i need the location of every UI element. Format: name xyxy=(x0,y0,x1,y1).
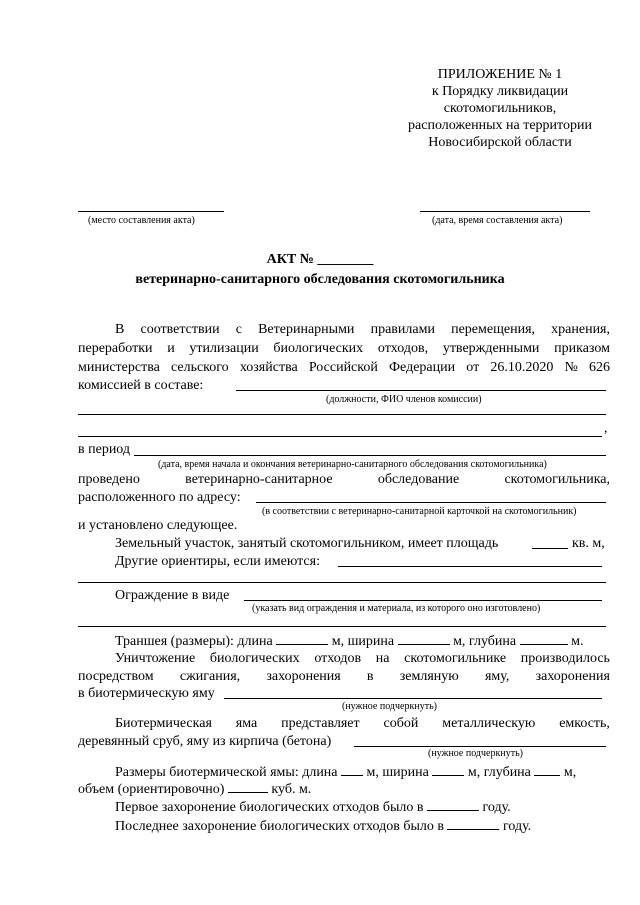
bio-pit-label: в биотермическую яму xyxy=(78,686,215,701)
word: Биотермическая xyxy=(115,716,212,731)
word: от xyxy=(466,360,480,375)
act-subtitle: ветеринарно-санитарного обследования скотомогильника xyxy=(135,272,505,287)
commission-caption: (должности, ФИО членов комиссии) xyxy=(326,394,482,405)
appendix-line: скотомогильников, xyxy=(443,101,557,116)
word: сельского xyxy=(171,360,229,375)
word: 26.10.2020 xyxy=(490,360,554,375)
comma: , xyxy=(604,421,608,436)
appendix-line: Новосибирской области xyxy=(428,135,572,150)
word: В xyxy=(115,322,125,337)
word: хозяйства xyxy=(239,360,298,375)
word: отходов, xyxy=(377,341,429,356)
trench-depth-label: м, глубина xyxy=(453,634,517,649)
word: представляет xyxy=(281,716,360,731)
word: Федерации xyxy=(389,360,456,375)
word: правилами xyxy=(370,322,435,337)
word: перемещения, xyxy=(451,322,536,337)
first-burial-field[interactable] xyxy=(427,798,479,811)
act-title: АКТ № ________ xyxy=(266,252,374,267)
period-field-line[interactable] xyxy=(134,455,606,456)
trench-label: Траншея (размеры): длина xyxy=(115,634,273,649)
appendix-line: расположенных на территории xyxy=(408,118,592,133)
date-caption: (дата, время составления акта) xyxy=(432,215,563,226)
word: Ветеринарными xyxy=(258,322,355,337)
word: проведено xyxy=(78,472,140,487)
intro-line-2 xyxy=(78,341,610,357)
trench-length-field[interactable] xyxy=(276,632,328,645)
volume-line xyxy=(78,780,311,798)
intro-line-1 xyxy=(115,322,610,338)
pit-width-field[interactable] xyxy=(432,763,464,776)
last-burial-label: Последнее захоронение биологических отходов было в xyxy=(115,819,444,834)
word: ветеринарно-санитарное xyxy=(185,472,333,487)
fence-caption: (указать вид ограждения и материала, из которого оно изготовлено) xyxy=(252,603,541,614)
appendix-title: ПРИЛОЖЕНИЕ № 1 xyxy=(437,67,563,82)
word: приказом xyxy=(554,341,610,356)
word: биологических xyxy=(209,651,300,666)
word: 626 xyxy=(588,360,610,375)
strike-caption: (нужное подчеркнуть) xyxy=(342,701,437,712)
fence-label: Ограждение в виде xyxy=(115,588,230,603)
word: металлическую xyxy=(442,716,536,731)
last-burial-field[interactable] xyxy=(447,817,499,830)
word: № xyxy=(564,360,578,375)
volume-field[interactable] xyxy=(228,780,268,793)
pit-depth-label: м, глубина xyxy=(467,765,531,780)
conducted-line xyxy=(78,472,610,488)
word: скотомогильника, xyxy=(504,472,610,487)
word: Уничтожение xyxy=(115,651,196,666)
destruction-line-1 xyxy=(115,651,610,667)
destruction-line-2 xyxy=(78,669,610,685)
word: собой xyxy=(383,716,419,731)
date-field-line[interactable] xyxy=(420,211,590,212)
year-label: году. xyxy=(502,819,532,834)
word: захоронения xyxy=(535,669,610,684)
pit-unit: м, xyxy=(563,765,577,780)
address-caption: (в соответствии с ветеринарно-санитарной карточкой на скотомогильник) xyxy=(262,506,577,517)
word: захоронения xyxy=(266,669,341,684)
area-unit: кв. м, xyxy=(572,536,605,551)
appendix-line: к Порядку ликвидации xyxy=(431,84,569,99)
word: производилось xyxy=(520,651,610,666)
word: обследование xyxy=(377,472,460,487)
word: с xyxy=(235,322,242,337)
fence-field-line-2[interactable] xyxy=(78,626,606,627)
first-burial-line xyxy=(115,798,511,816)
word: сжигания, xyxy=(179,669,241,684)
commission-field-line-3[interactable] xyxy=(78,436,602,437)
word: и xyxy=(167,341,175,356)
word: утвержденными xyxy=(442,341,540,356)
intro-line-3 xyxy=(78,360,610,376)
bio-pit-field-line[interactable] xyxy=(224,698,602,699)
word: хранения, xyxy=(551,322,610,337)
word: скотомогильнике xyxy=(404,651,507,666)
pit-depth-field[interactable] xyxy=(534,763,560,776)
pit-size-label: Размеры биотермической ямы: длина xyxy=(115,765,338,780)
volume-label: объем (ориентировочно) xyxy=(78,782,225,797)
word: яму, xyxy=(484,669,510,684)
established-text: и установлено следующее. xyxy=(78,518,238,533)
pit-type-field-line[interactable] xyxy=(354,746,606,747)
word: биологических xyxy=(273,341,364,356)
address-field-line[interactable] xyxy=(256,502,606,503)
volume-unit: куб. м. xyxy=(271,782,312,797)
fence-field-line[interactable] xyxy=(244,600,602,601)
pit-line-1 xyxy=(115,716,610,732)
commission-label: комиссией в составе: xyxy=(78,378,204,393)
landmarks-field-line[interactable] xyxy=(338,566,602,567)
word: отходов xyxy=(314,651,362,666)
word: в xyxy=(366,669,374,684)
word: министерства xyxy=(78,360,160,375)
pit-length-field[interactable] xyxy=(341,763,363,776)
appendix-block xyxy=(402,66,598,151)
area-field-line[interactable] xyxy=(532,548,568,549)
landmarks-label: Другие ориентиры, если имеются: xyxy=(115,554,320,569)
word: переработки xyxy=(78,341,153,356)
last-burial-line xyxy=(115,817,531,835)
trench-unit: м. xyxy=(571,634,584,649)
strike-caption: (нужное подчеркнуть) xyxy=(428,748,523,759)
word: емкость, xyxy=(559,716,610,731)
trench-depth-field[interactable] xyxy=(520,632,568,645)
period-label: в период xyxy=(78,442,131,457)
word: соответствии xyxy=(140,322,220,337)
year-label: году. xyxy=(482,800,511,815)
word: яма xyxy=(235,716,258,731)
place-field-line[interactable] xyxy=(78,211,224,212)
first-burial-label: Первое захоронение биологических отходов было в xyxy=(115,800,424,815)
landmarks-field-line-2[interactable] xyxy=(78,582,606,583)
word: Российской xyxy=(308,360,378,375)
place-caption: (место составления акта) xyxy=(88,215,195,226)
word: землянyю xyxy=(399,669,459,684)
commission-field-line-2[interactable] xyxy=(78,414,606,415)
trench-line xyxy=(115,632,583,650)
address-label: расположенного по адресу: xyxy=(78,490,241,505)
pit-width-label: м, ширина xyxy=(366,765,429,780)
area-text: Земельный участок, занятый скотомогильником, имеет площадь xyxy=(115,536,499,551)
period-caption: (дата, время начала и окончания ветеринарно-санитарного обследования скотомогильника) xyxy=(158,459,547,470)
pit-line-2-label: деревянный сруб, яму из кирпича (бетона) xyxy=(78,734,332,749)
word: на xyxy=(375,651,390,666)
trench-width-field[interactable] xyxy=(398,632,450,645)
trench-width-label: м, ширина xyxy=(331,634,395,649)
commission-field-line[interactable] xyxy=(236,390,606,391)
pit-size-line xyxy=(115,763,576,781)
word: утилизации xyxy=(189,341,259,356)
word: посредством xyxy=(78,669,154,684)
